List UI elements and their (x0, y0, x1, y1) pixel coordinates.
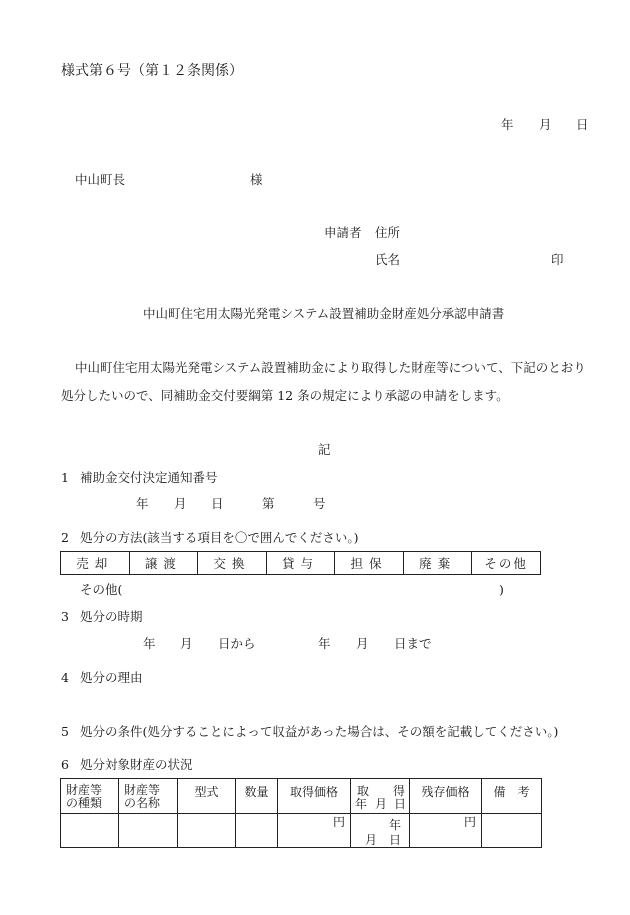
disposal-method-table (60, 551, 541, 575)
header-asset-type-line2: の種類 (66, 796, 103, 810)
header-residual-value: 残存価格 (410, 779, 482, 814)
cell-residual-value[interactable] (410, 814, 482, 848)
ki-heading: 記 (318, 442, 331, 457)
asset-table-row (61, 814, 542, 848)
section-5-title: 処分の条件(処分することによって収益があった場合は、その額を記載してください。) (80, 724, 559, 739)
document-title: 中山町住宅用太陽光発電システム設置補助金財産処分承認申請書 (143, 306, 505, 321)
header-asset-name-line2: の名称 (124, 796, 161, 810)
method-collateral[interactable]: 担保 (335, 552, 404, 575)
section-4-number: 4 (61, 670, 69, 685)
header-asset-type-line1: 財産等 (66, 783, 103, 797)
asset-status-table (60, 778, 542, 848)
header-acq-a: 取 (357, 784, 370, 798)
cell-acquisition-cost[interactable] (278, 814, 351, 848)
section-2-number: 2 (61, 530, 69, 545)
header-asset-type (61, 779, 119, 814)
section-1-day: 日 (211, 496, 224, 511)
header-acq-b: 得 (393, 784, 406, 798)
header-acq-month: 月 (375, 797, 388, 811)
method-sale[interactable]: 売却 (61, 552, 130, 575)
date-year-label: 年 (501, 117, 514, 132)
section-3-from-month: 月 (180, 636, 193, 651)
applicant-address-label: 住所 (375, 225, 401, 240)
applicant-name-label: 氏名 (375, 252, 401, 267)
residual-yen-unit: 円 (463, 815, 476, 829)
header-asset-name-line1: 財産等 (124, 783, 161, 797)
date-month-label: 月 (539, 117, 552, 132)
section-3-to-day: 日まで (394, 636, 432, 651)
header-model: 型式 (178, 779, 236, 814)
section-3-title: 処分の時期 (80, 609, 143, 624)
header-acquisition-cost: 取得価格 (278, 779, 351, 814)
acq-day-unit: 日 (389, 833, 402, 847)
section-3-to-year: 年 (318, 636, 331, 651)
method-exchange[interactable]: 交換 (198, 552, 267, 575)
cell-acquisition-date[interactable] (351, 814, 410, 848)
applicant-label: 申請者 (324, 225, 362, 240)
header-remarks: 備 考 (482, 779, 542, 814)
cell-asset-name[interactable] (119, 814, 178, 848)
cost-yen-unit: 円 (332, 815, 345, 829)
acq-month-unit: 月 (365, 833, 378, 847)
method-transfer[interactable]: 譲渡 (129, 552, 198, 575)
section-3-number: 3 (61, 609, 69, 624)
header-quantity: 数量 (236, 779, 278, 814)
method-lending[interactable]: 貸与 (266, 552, 335, 575)
section-4-title: 処分の理由 (80, 670, 143, 685)
header-asset-name (119, 779, 178, 814)
asset-table-header-row (61, 779, 542, 814)
addressee-name: 中山町長 (75, 172, 126, 187)
header-acq-year: 年 (355, 797, 368, 811)
method-disposal[interactable]: 廃棄 (403, 552, 472, 575)
section-1-year: 年 (136, 496, 149, 511)
section-3-to-month: 月 (356, 636, 369, 651)
section-1-title: 補助金交付決定通知番号 (80, 470, 218, 485)
acq-year-unit: 年 (389, 818, 402, 832)
cell-model[interactable] (178, 814, 236, 848)
applicant-seal: 印 (551, 252, 564, 267)
section-1-gou: 号 (313, 496, 326, 511)
cell-quantity[interactable] (236, 814, 278, 848)
body-line-1: 中山町住宅用太陽光発電システム設置補助金により取得した財産等について、下記のとおり (75, 360, 586, 375)
addressee-honorific: 様 (250, 172, 263, 187)
section-1-dai: 第 (262, 496, 275, 511)
section-6-number: 6 (61, 757, 69, 772)
section-6-title: 処分対象財産の状況 (80, 757, 193, 772)
cell-asset-type[interactable] (61, 814, 119, 848)
section-2-other-label: その他( (80, 582, 123, 597)
section-3-from-year: 年 (143, 636, 156, 651)
section-1-month: 月 (174, 496, 187, 511)
header-acquisition-date (351, 779, 410, 814)
body-line-2: 処分したいので、同補助金交付要綱第 12 条の規定により承認の申請をします。 (61, 388, 509, 403)
cell-remarks[interactable] (482, 814, 542, 848)
method-other[interactable]: その他 (472, 552, 541, 575)
section-2-title: 処分の方法(該当する項目を〇で囲んでください。) (80, 530, 359, 545)
date-day-label: 日 (576, 117, 589, 132)
header-acq-day: 日 (394, 797, 407, 811)
form-number: 様式第６号（第１２条関係） (61, 63, 243, 79)
section-2-other-close: ) (499, 582, 504, 597)
section-5-number: 5 (61, 724, 69, 739)
section-3-from-day: 日から (218, 636, 256, 651)
section-1-number: 1 (61, 470, 69, 485)
